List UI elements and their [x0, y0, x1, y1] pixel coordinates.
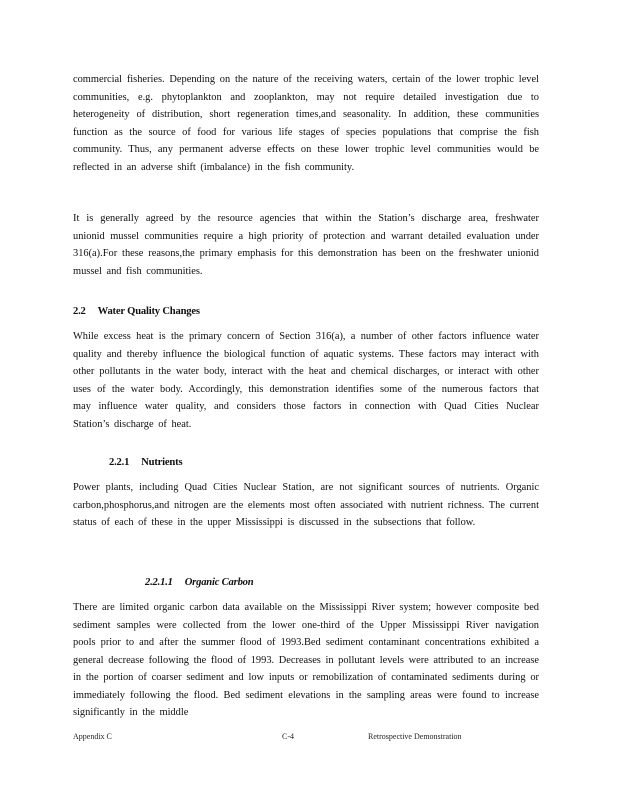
- subsection-heading-nutrients: [109, 457, 182, 468]
- subsubsection-title: Organic Carbon: [184, 577, 254, 588]
- section-heading-water-quality: [73, 306, 200, 317]
- section-number: 2.2: [73, 306, 86, 317]
- section-title: Water Quality Changes: [97, 306, 200, 317]
- paragraph-nutrients: Power plants, including Quad Cities Nuclear Station, are not significant sources of nutrients. Organic carbon,phosphorus,and nitrogen are the elements most often associated with nutrient richness. The current status of each of these in the upper Mississippi is discussed in the subsections that follow.: [73, 482, 539, 528]
- subsection-number: 2.2.1: [109, 457, 130, 468]
- subsection-title: Nutrients: [141, 457, 183, 468]
- footer-appendix: Appendix C: [73, 732, 112, 741]
- paragraph-organic-carbon: There are limited organic carbon data available on the Mississippi River system; however composite bed sediment samples were collected from the lower one-third of the Upper Mississippi River navigation pools prior to and after the summer flood of 1993.Bed sediment contaminant concentrations exhibited a general decrease following the flood of 1993. Decreases in pollutant levels were attributed to an increase in the portion of coarser sediment and low inputs or remobilization of contaminated sediments during or immediately following the flood. Bed sediment elevations in the sampling areas were found to increase significantly in the middle: [73, 602, 539, 718]
- footer-document-title: Retrospective Demonstration: [368, 732, 462, 741]
- paragraph-water-quality: While excess heat is the primary concern of Section 316(a), a number of other factors influence water quality and thereby influence the biological function of aquatic systems. These factors may interact with other pollutants in the water body, interact with the heat and chemical discharges, or interact with other uses of the water body. Accordingly, this demonstration identifies some of the numerous factors that may influence water quality, and considers those factors in connection with Quad Cities Nuclear Station’s discharge of heat.: [73, 331, 539, 430]
- footer-page-number: C-4: [282, 732, 294, 741]
- subsubsection-number: 2.2.1.1: [145, 577, 173, 588]
- paragraph-trophic-communities: commercial fisheries. Depending on the nature of the receiving waters, certain of the lower trophic level communities, e.g. phytoplankton and zooplankton, may not require detailed investigation due to heterogeneity of distribution, short regeneration times,and seasonality. In addition, these communities function as the source of food for various life stages of species populations that comprise the fish community. Thus, any permanent adverse effects on these lower trophic level communities would be reflected in an adverse shift (imbalance) in the fish community.: [73, 74, 539, 173]
- paragraph-mussel-priority: It is generally agreed by the resource agencies that within the Station’s discharge area, freshwater unionid mussel communities require a high priority of protection and warrant detailed evaluation under 316(a).For these reasons,the primary emphasis for this demonstration has been on the freshwater unionid mussel and fish communities.: [73, 213, 539, 277]
- subsubsection-heading-organic-carbon: [145, 577, 253, 588]
